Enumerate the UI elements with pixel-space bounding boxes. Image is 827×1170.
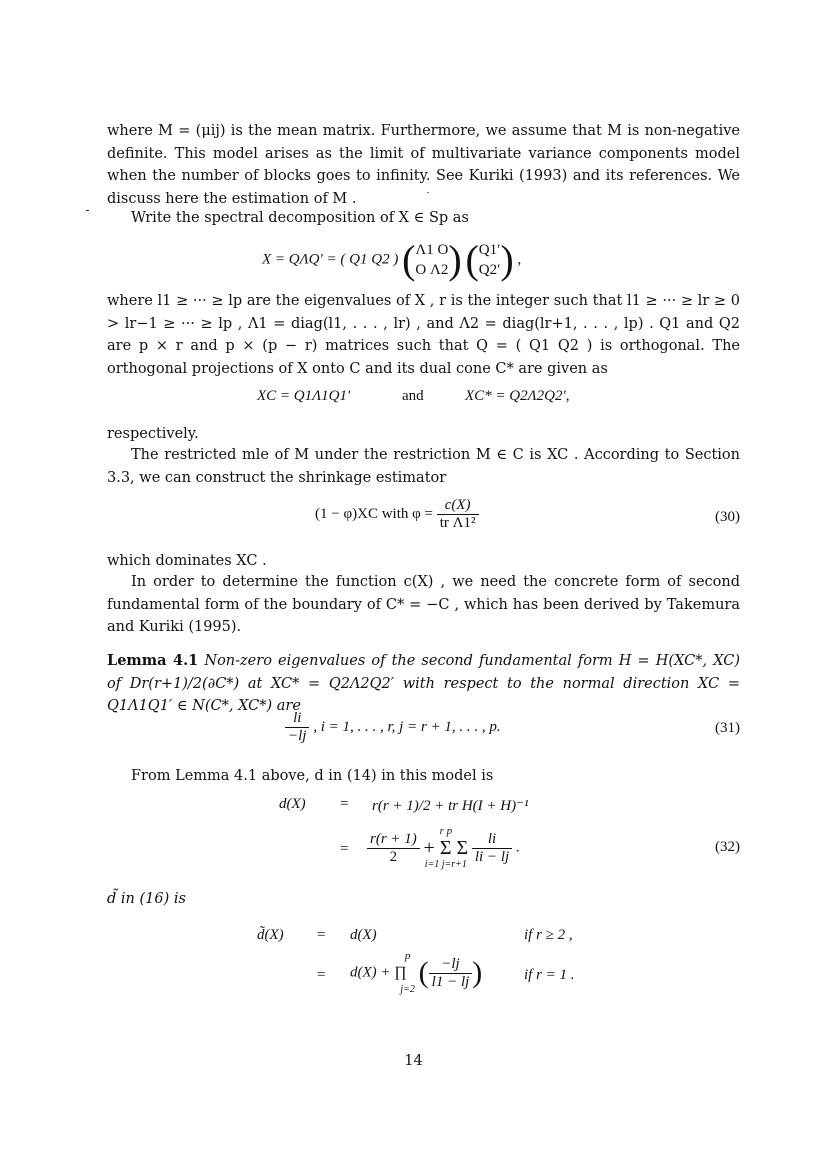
phi-fraction: $\frac{c(X)}{\text{tr Λ1²}}$	[437, 497, 479, 532]
paragraph-9	[107, 888, 740, 911]
lemma-title: Lemma 4.1	[107, 652, 199, 669]
equation-number: (32)	[715, 839, 740, 855]
paragraph-text: In order to determine the function c(X) , we need the concrete form of second fundamental form of the boundary of C* = −C , which has been derived by Takemura and Kuriki (1995).	[107, 574, 740, 635]
equation-number: (31)	[715, 720, 740, 736]
equation-projections: XC = Q1Λ1Q1′ and XC* = Q2Λ2Q2′,	[257, 388, 570, 404]
paragraph-text: respectively.	[107, 426, 199, 442]
paragraph-text: Write the spectral decomposition of X ∈ Sp as	[131, 210, 469, 226]
block-matrix: Λ1 O O Λ2	[415, 242, 449, 278]
block-vector: Q1′ Q2′	[478, 242, 501, 278]
fraction-product: $\frac{-lj}{l1 - lj}$	[429, 956, 473, 991]
paragraph-1	[107, 120, 740, 210]
fraction-r: $\frac{r(r + 1)}{2}$	[367, 831, 420, 866]
paragraph-text: which dominates XC .	[107, 553, 267, 569]
equation-number: (30)	[715, 509, 740, 525]
paragraph-7	[107, 571, 740, 639]
product-limits: p j=2	[400, 950, 415, 995]
double-sum: r p + Σ Σ i=1 j=r+1	[423, 825, 469, 870]
lemma-4-1	[107, 650, 740, 718]
paragraph-3	[107, 290, 740, 380]
eigenvalue-fraction: $\frac{li}{-lj}$	[285, 710, 309, 745]
lemma-body: Non-zero eigenvalues of the second fundamental form H = H(XC*, XC) of Dr(r+1)/2(∂C*) at XC* = Q2Λ2Q2′ with respect to the normal direction XC = Q1Λ1Q1′ ∈ N(C*, XC*) are	[107, 653, 741, 714]
margin-mark	[86, 210, 89, 211]
paragraph-5	[107, 444, 740, 489]
paragraph-6	[107, 550, 740, 573]
equation-30: (1 − φ)XC with φ = $\frac{c(X)}{\text{tr Λ1²}}$ (30)	[315, 497, 740, 531]
page-number: 14	[404, 1053, 423, 1069]
equation-32: d(X) = r(r + 1)/2 + tr H(I + H)⁻¹ = $\frac{r(r + 1)}{2}$ r p + Σ Σ i=1 j=r+1 $\frac{li}{li - lj}$ . (32)	[279, 796, 740, 870]
paragraph-text: From Lemma 4.1 above, d in (14) in this model is	[131, 768, 494, 784]
paragraph-text: The restricted mle of M under the restriction M ∈ C is XC . According to Section 3.3, we can construct the shrinkage estimator	[107, 447, 740, 486]
paragraph-8	[107, 765, 740, 788]
equation-31: $\frac{li}{-lj}$ , i = 1, . . . , r, j = r + 1, . . . , p. (31)	[107, 710, 740, 756]
paragraph-text: where M = (μij) is the mean matrix. Furthermore, we assume that M is non-negative definite. This model arises as the limit of multivariate variance components model when the number of blocks goes to infinity. See Kuriki (1993) and its references. We discuss here the estimation of M .	[107, 123, 740, 207]
equation-spectral: X = QΛQ′ = ( Q1 Q2 ) ( Λ1 O O Λ2 ) ( Q1′ Q2′ ) ,	[262, 237, 522, 282]
paragraph-text: where l1 ≥ ··· ≥ lp are the eigenvalues of X , r is the integer such that l1 ≥ ··· ≥ lr ≥ 0 > lr−1 ≥ ··· ≥ lp , Λ1 = diag(l1, . . . , lr) , and Λ2 = diag(lr+1, . . . , lp) . Q1 and Q2 are p × r and p × (p − r) matrices such that Q = ( Q1 Q2 ) is orthogonal. The orthogonal projections of X onto C and its dual cone C* are given as	[107, 293, 740, 377]
fraction-li: $\frac{li}{li - lj}$	[472, 831, 512, 866]
paragraph-4	[107, 423, 740, 446]
eq-lhs: X = QΛQ′ = ( Q1 Q2 )	[262, 251, 399, 268]
equation-d-tilde: d̃(X) = d(X) if r ≥ 2 , = d(X) + ∏ p j=2 ( $\frac{-lj}{l1 - lj}$ ) if r = 1 .	[257, 927, 575, 995]
paragraph-text: d̃ in (16) is	[107, 891, 186, 907]
paragraph-2	[107, 207, 740, 230]
